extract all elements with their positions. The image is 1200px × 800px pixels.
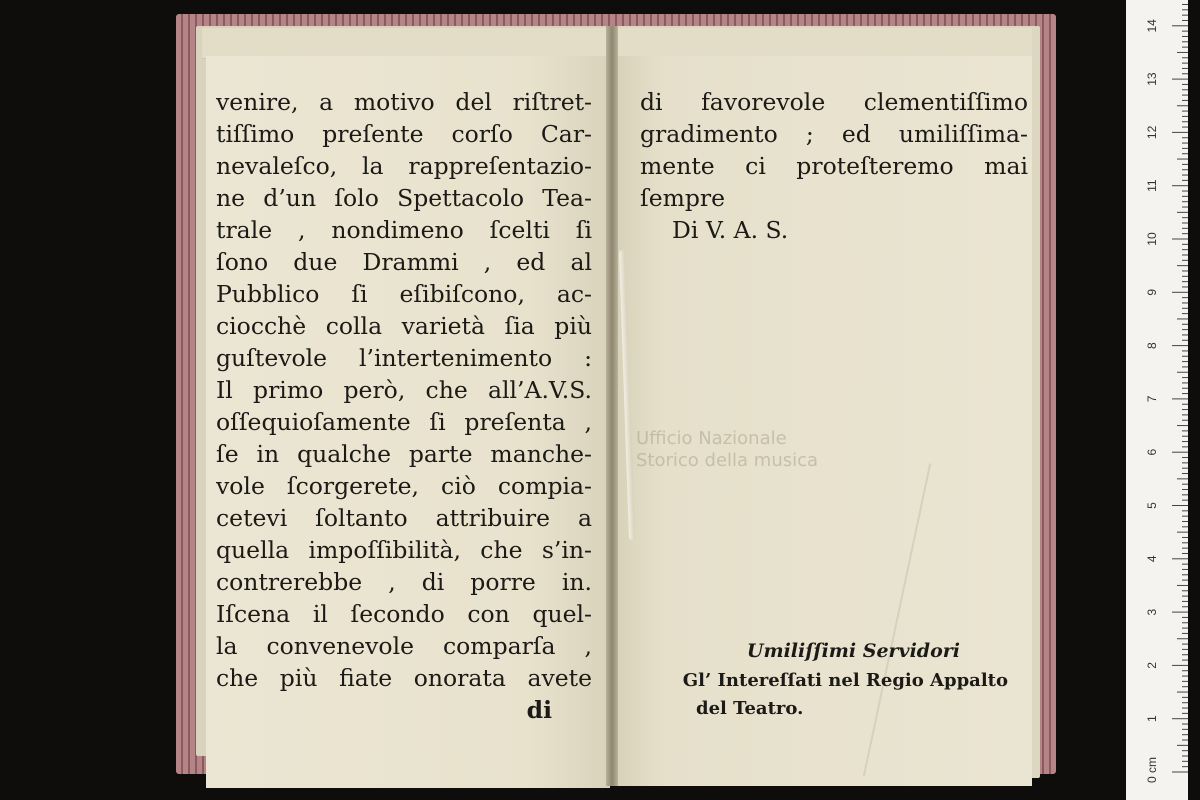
text-line: Il primo però, che all’A.V.S.: [216, 376, 592, 404]
text-line: ſono due Drammi , ed al: [216, 248, 592, 276]
text-line: nevaleſco, la rappreſentazio-: [216, 152, 592, 180]
signature-theatre: del Teatro.: [696, 698, 804, 719]
right-top-leaf: [618, 28, 1032, 59]
ruler-number: 9: [1145, 288, 1159, 296]
ruler-number: 13: [1145, 72, 1159, 86]
text-line: ciocchè colla varietà ſia più: [216, 312, 592, 340]
text-line: vole ſcorgerete, ciò compia-: [216, 472, 592, 500]
salutation: Di V. A. S.: [672, 216, 789, 244]
text-line: trale , nondimeno ſcelti ſi: [216, 216, 592, 244]
ruler-number: 12: [1145, 125, 1159, 140]
text-line: Pubblico ſi eſibiſcono, ac-: [216, 280, 592, 308]
signature-block: [660, 640, 1020, 726]
text-line: la convenevole comparſa ,: [216, 632, 592, 660]
ruler-number: 1: [1145, 715, 1159, 723]
ruler-number: 6: [1145, 448, 1159, 456]
text-line: cetevi ſoltanto attribuire a: [216, 504, 592, 532]
text-line: guſtevole l’intertenimento :: [216, 344, 592, 372]
text-line: di favorevole clementiſſimo: [640, 88, 1028, 116]
ruler-number: 2: [1145, 662, 1159, 669]
catchword: di: [526, 696, 552, 724]
ruler-number: 4: [1145, 555, 1159, 563]
text-line: ſe in qualche parte manche-: [216, 440, 592, 468]
text-line: venire, a motivo del riſtret-: [216, 88, 592, 116]
ruler-number: 3: [1145, 608, 1159, 616]
left-page-text: [216, 86, 592, 726]
signature-interested: Gl’ Intereſſati nel Regio Appalto: [682, 670, 1008, 691]
watermark-line-1: Ufficio Nazionale: [636, 428, 787, 449]
text-line: che più fiate onorata avete: [216, 664, 592, 692]
measuring-ruler: [1126, 0, 1188, 800]
text-line: Iſcena il ſecondo con quel-: [216, 600, 592, 628]
ruler-number: 14: [1145, 19, 1159, 33]
text-line: oſſequioſamente ſi preſenta ,: [216, 408, 592, 436]
ruler-unit-label: 0 cm: [1145, 756, 1159, 784]
text-line: tiſſimo preſente corſo Car-: [216, 120, 592, 148]
ruler-number: 5: [1145, 502, 1159, 509]
signature-servants: Umiliſſimi Servidori: [746, 640, 960, 662]
text-line: contrerebbe , di porre in.: [216, 568, 592, 596]
left-top-leaf: [202, 28, 610, 59]
ruler-number: 11: [1145, 179, 1159, 192]
text-line: quella impoſſibilità, che s’in-: [216, 536, 592, 564]
watermark-line-2: Storico della musica: [636, 450, 819, 471]
ruler-number: 7: [1145, 395, 1159, 403]
text-line: ſempre: [640, 184, 726, 212]
text-line: mente ci proteſteremo mai: [640, 152, 1028, 180]
right-page-text: [640, 86, 1028, 246]
library-watermark: [636, 428, 866, 472]
book-gutter: [606, 26, 618, 786]
text-line: ne d’un ſolo Spettacolo Tea-: [216, 184, 592, 212]
ruler-scale: [1126, 0, 1188, 800]
ruler-number: 10: [1145, 232, 1159, 246]
ruler-number: 8: [1145, 342, 1159, 349]
text-line: gradimento ; ed umiliſſima-: [640, 120, 1028, 148]
